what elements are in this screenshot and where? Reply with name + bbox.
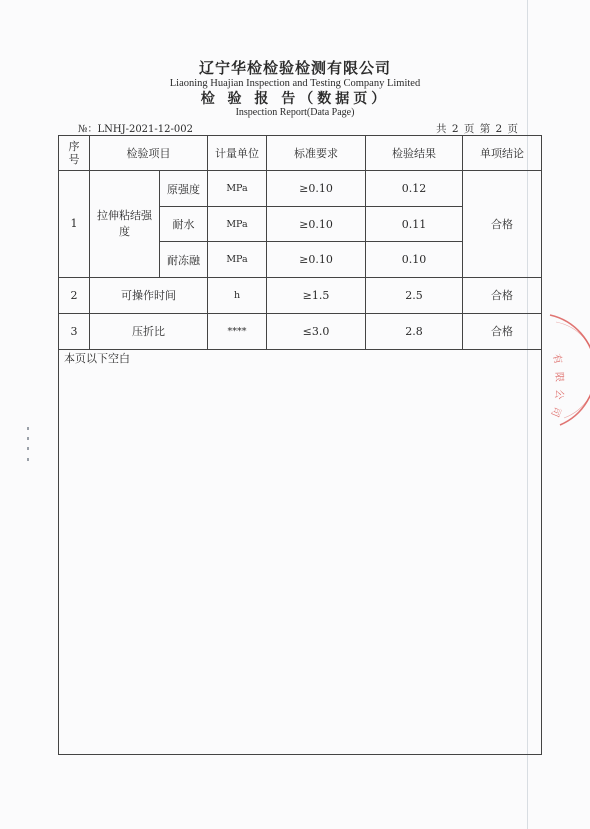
blank-area-box bbox=[58, 349, 542, 755]
header-standard: 标准要求 bbox=[267, 136, 366, 171]
report-title-en: Inspection Report(Data Page) bbox=[235, 107, 355, 118]
header-conclusion: 单项结论 bbox=[463, 136, 542, 171]
header-item: 检验项目 bbox=[90, 136, 208, 171]
row-seq: 3 bbox=[59, 313, 90, 349]
svg-text:司: 司 bbox=[548, 404, 563, 419]
row-standard: ≥0.10 bbox=[267, 171, 366, 207]
row-result: 2.8 bbox=[366, 313, 463, 349]
row-seq: 1 bbox=[59, 171, 90, 277]
table-header-row bbox=[59, 136, 542, 171]
row-result: 0.12 bbox=[366, 171, 463, 207]
row-seq: 2 bbox=[59, 277, 90, 313]
row-item: 拉伸粘结强度 bbox=[90, 171, 160, 277]
table-row bbox=[59, 171, 542, 207]
report-number: №：LNHJ-2021-12-002 bbox=[78, 124, 193, 135]
row-result: 0.11 bbox=[366, 207, 463, 242]
page-info: 共 2 页 第 2 页 bbox=[436, 123, 520, 135]
svg-text:公: 公 bbox=[552, 388, 565, 401]
row-unit: **** bbox=[208, 313, 267, 349]
scan-specks bbox=[26, 425, 32, 465]
table-row bbox=[59, 277, 542, 313]
row-conclusion: 合格 bbox=[463, 277, 542, 313]
row-result: 0.10 bbox=[366, 242, 463, 277]
header-seq: 序号 bbox=[59, 136, 90, 171]
subrow-item: 耐水 bbox=[160, 207, 208, 242]
row-unit: MPa bbox=[208, 207, 267, 242]
row-item: 可操作时间 bbox=[90, 277, 208, 313]
row-conclusion: 合格 bbox=[463, 313, 542, 349]
row-unit: h bbox=[208, 277, 267, 313]
svg-text:限: 限 bbox=[553, 371, 565, 383]
row-unit: MPa bbox=[208, 242, 267, 277]
company-name-cn: 辽宁华检检验检测有限公司 bbox=[198, 59, 391, 77]
report-title-cn: 检 验 报 告（数据页） bbox=[200, 91, 390, 107]
row-standard: ≥0.10 bbox=[267, 242, 366, 277]
company-name-en: Liaoning Huajian Inspection and Testing Company Limited bbox=[169, 78, 421, 89]
table-row bbox=[59, 313, 542, 349]
row-standard: ≤3.0 bbox=[267, 313, 366, 349]
row-standard: ≥0.10 bbox=[267, 207, 366, 242]
header-unit: 计量单位 bbox=[208, 136, 267, 171]
row-result: 2.5 bbox=[366, 277, 463, 313]
subrow-item: 耐冻融 bbox=[160, 242, 208, 277]
blank-note: 本页以下空白 bbox=[64, 352, 130, 365]
data-table bbox=[58, 135, 542, 350]
header-result: 检验结果 bbox=[366, 136, 463, 171]
svg-text:有: 有 bbox=[550, 352, 564, 366]
company-seal-stamp bbox=[520, 310, 590, 430]
row-conclusion: 合格 bbox=[463, 171, 542, 277]
row-unit: MPa bbox=[208, 171, 267, 207]
subrow-item: 原强度 bbox=[160, 171, 208, 207]
row-item: 压折比 bbox=[90, 313, 208, 349]
row-standard: ≥1.5 bbox=[267, 277, 366, 313]
